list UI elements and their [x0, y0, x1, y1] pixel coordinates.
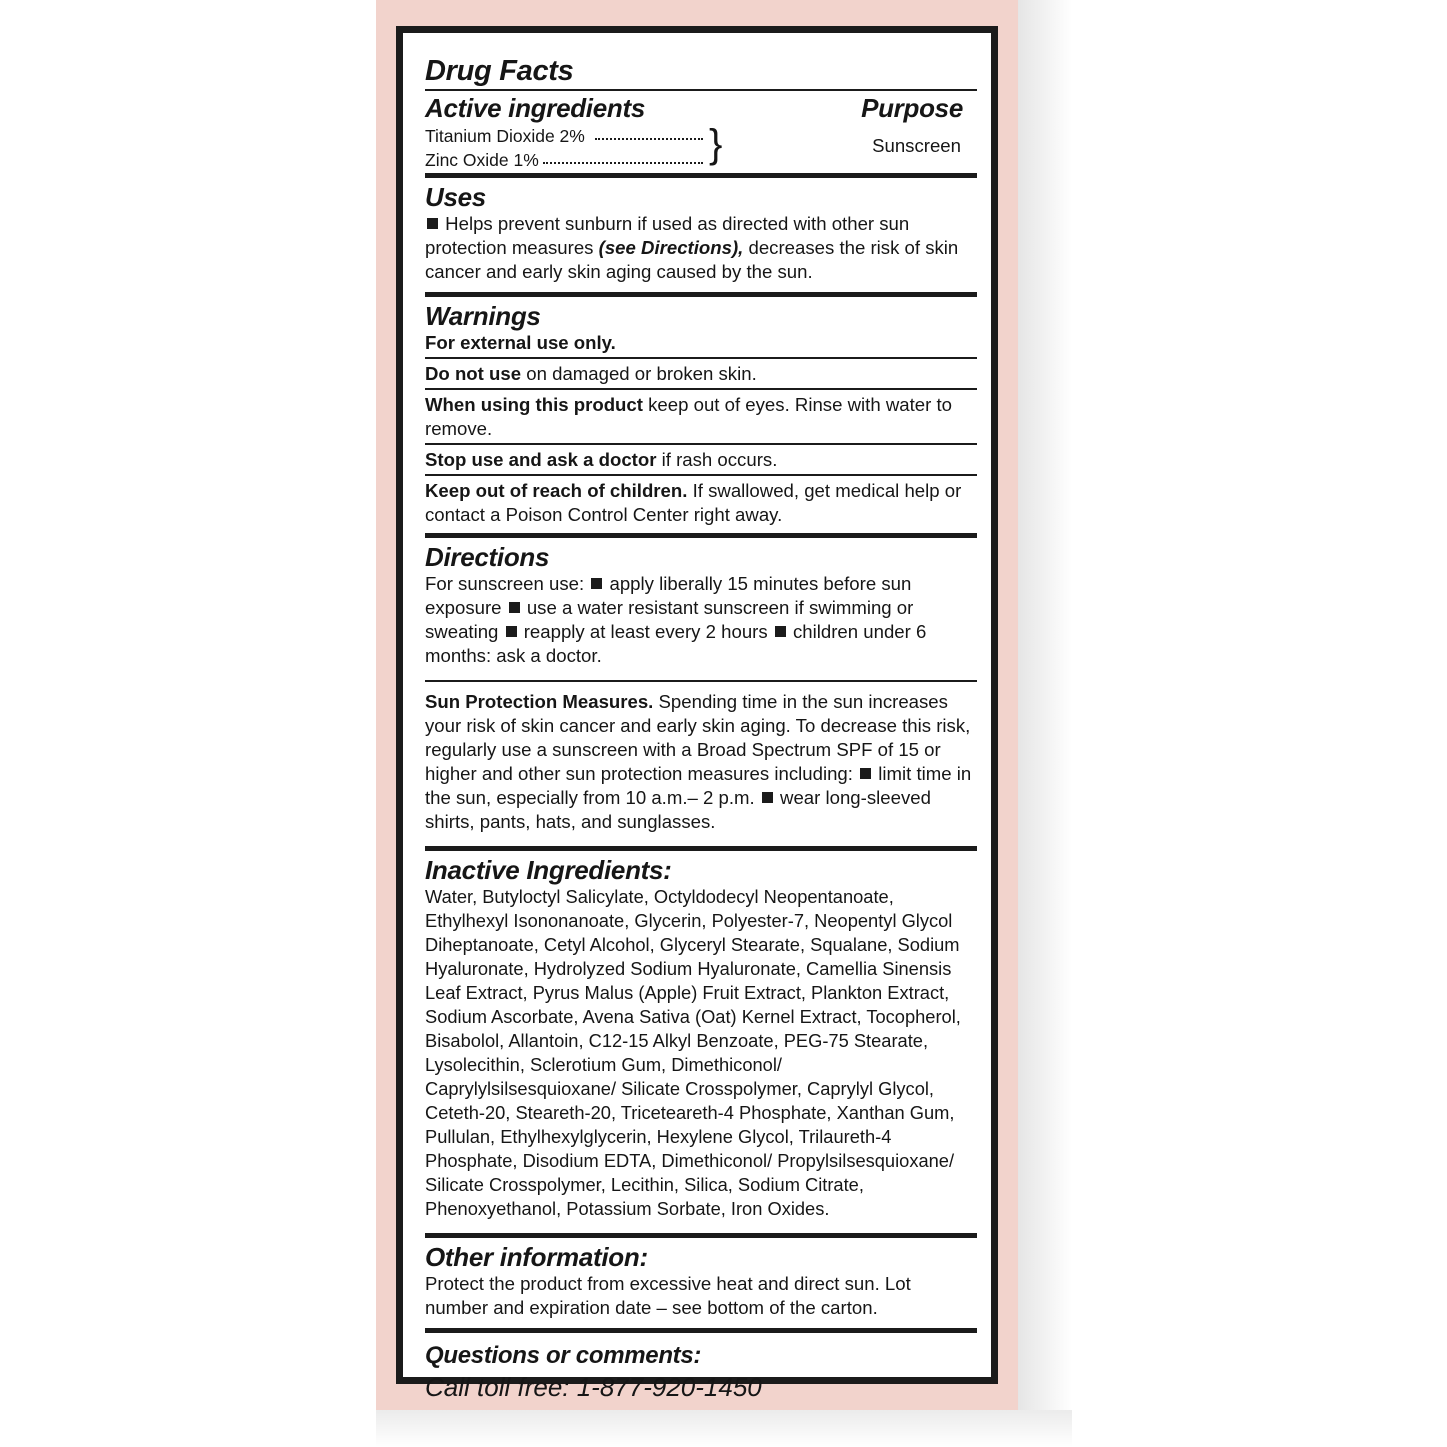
warning-label: When using this product: [425, 394, 643, 415]
warning-stop-use: [425, 445, 977, 474]
bullet-square-icon: [427, 218, 438, 229]
warning-label: Keep out of reach of children.: [425, 480, 688, 501]
warning-text: If swallowed, get medical help or contact a Poison Control Center right away.: [425, 480, 962, 525]
warning-label: Do not use: [425, 363, 522, 384]
directions-lead: For sunscreen use:: [425, 573, 585, 594]
bullet-square-icon: [509, 602, 520, 613]
sun-protection-label: Sun Protection Measures.: [425, 691, 654, 712]
carton-shadow: [1018, 0, 1072, 1410]
bullet-square-icon: [591, 578, 602, 589]
warning-text: if rash occurs.: [661, 449, 778, 470]
bullet-square-icon: [775, 626, 786, 637]
uses-see-directions: (see Directions),: [598, 237, 744, 258]
sun-protection-text: [425, 690, 977, 834]
uses-text: [425, 212, 977, 284]
sun-protection-item: limit time in the sun, especially from 10 a.m.– 2 p.m.: [425, 763, 972, 808]
bullet-square-icon: [506, 626, 517, 637]
uses-text-part: decreases the risk of skin cancer and early skin aging caused by the sun.: [425, 237, 959, 282]
other-information-text: Protect the product from excessive heat and direct sun. Lot number and expiration date – see bottom of the carton.: [425, 1273, 911, 1318]
ingredient-zinc-oxide: Zinc Oxide 1%: [425, 150, 539, 170]
active-ingredients-section: [425, 91, 977, 173]
sun-protection-item: wear long-sleeved shirts, pants, hats, and sunglasses.: [425, 787, 931, 832]
drug-facts-content: [425, 53, 977, 1411]
carton-bottom-shadow: [376, 1410, 1072, 1447]
bullet-square-icon: [762, 792, 773, 803]
purpose-value: Sunscreen: [872, 135, 961, 156]
other-information-section: [425, 1238, 977, 1328]
active-ingredients-heading: Active ingredients: [425, 93, 645, 123]
directions-heading: Directions: [425, 542, 550, 572]
warning-when-using: [425, 390, 977, 443]
uses-section: [425, 178, 977, 292]
directions-item: apply liberally 15 minutes before sun exposure: [425, 573, 912, 618]
warning-label: Stop use and ask a doctor: [425, 449, 657, 470]
directions-item: children under 6 months: ask a doctor.: [425, 621, 927, 666]
inactive-ingredients-text: Water, Butyloctyl Salicylate, Octyldodecyl Neopentanoate, Ethylhexyl Isononanoate, Glycerin, Polyester-7, Neopentyl Glycol Diheptanoate, Cetyl Alcohol, Glyceryl Stearate, Squalane, Sodium Hyaluronate, Hydrolyzed Sodium Hyaluronate, Camellia Sinensis Leaf Extract, Pyrus Malus (Apple) Fruit Extract, Plankton Extract, Sodium Ascorbate, Avena Sativa (Oat) Kernel Extract, Tocopherol, Bisabolol, Allantoin, C12-15 Alkyl Benzoate, PEG-75 Stearate, Lysolecithin, Sclerotium Gum, Dimethiconol/ Caprylylsilsesquioxane/ Silicate Crosspolymer, Caprylyl Glycol, Ceteth-20, Steareth-20, Triceteareth-4 Phosphate, Xanthan Gum, Pullulan, Ethylhexylglycerin, Hexylene Glycol, Trilaureth-4 Phosphate, Disodium EDTA, Dimethiconol/ Propylsilsesquioxane/ Silicate Crosspolymer, Lecithin, Silica, Sodium Citrate, Phenoxyethanol, Potassium Sorbate, Iron Oxides.: [425, 886, 961, 1219]
warning-keep-out-of-reach: [425, 476, 977, 533]
ingredient-titanium-dioxide: Titanium Dioxide 2%: [425, 126, 585, 146]
sun-protection-section: [425, 682, 977, 846]
directions-item: use a water resistant sunscreen if swimming or sweating: [425, 597, 914, 642]
inactive-ingredients-heading: Inactive Ingredients:: [425, 855, 672, 885]
directions-section: [425, 538, 977, 680]
sun-protection-body: Spending time in the sun increases your risk of skin cancer and early skin aging. To decrease this risk, regularly use a sunscreen with a Broad Spectrum SPF of 15 or higher and other sun protection measures including:: [425, 691, 971, 784]
questions-heading: Questions or comments:: [425, 1342, 702, 1369]
warning-text: on damaged or broken skin.: [526, 363, 757, 384]
bullet-square-icon: [860, 768, 871, 779]
uses-heading: Uses: [425, 182, 486, 212]
drug-facts-panel: [396, 26, 998, 1402]
leader-dots: [595, 138, 703, 140]
uses-text-part: Helps prevent sunburn if used as directed with other sun protection measures: [425, 213, 910, 258]
warning-text: keep out of eyes. Rinse with water to remove.: [425, 394, 952, 439]
inactive-ingredients-section: [425, 851, 977, 1233]
leader-dots: [543, 162, 703, 164]
drug-facts-title: Drug Facts: [425, 55, 574, 87]
warnings-section: [425, 297, 977, 533]
warning-do-not-use: [425, 359, 977, 388]
purpose-heading: Purpose: [861, 93, 963, 123]
directions-text: [425, 572, 977, 668]
brace: }: [709, 122, 723, 166]
warning-external-use: For external use only.: [425, 332, 616, 353]
questions-section: [425, 1333, 977, 1411]
phone-number: Call toll free: 1-877-920-1450: [425, 1372, 762, 1402]
directions-item: reapply at least every 2 hours: [523, 621, 768, 642]
other-information-heading: Other information:: [425, 1242, 648, 1272]
warnings-heading: Warnings: [425, 301, 541, 331]
